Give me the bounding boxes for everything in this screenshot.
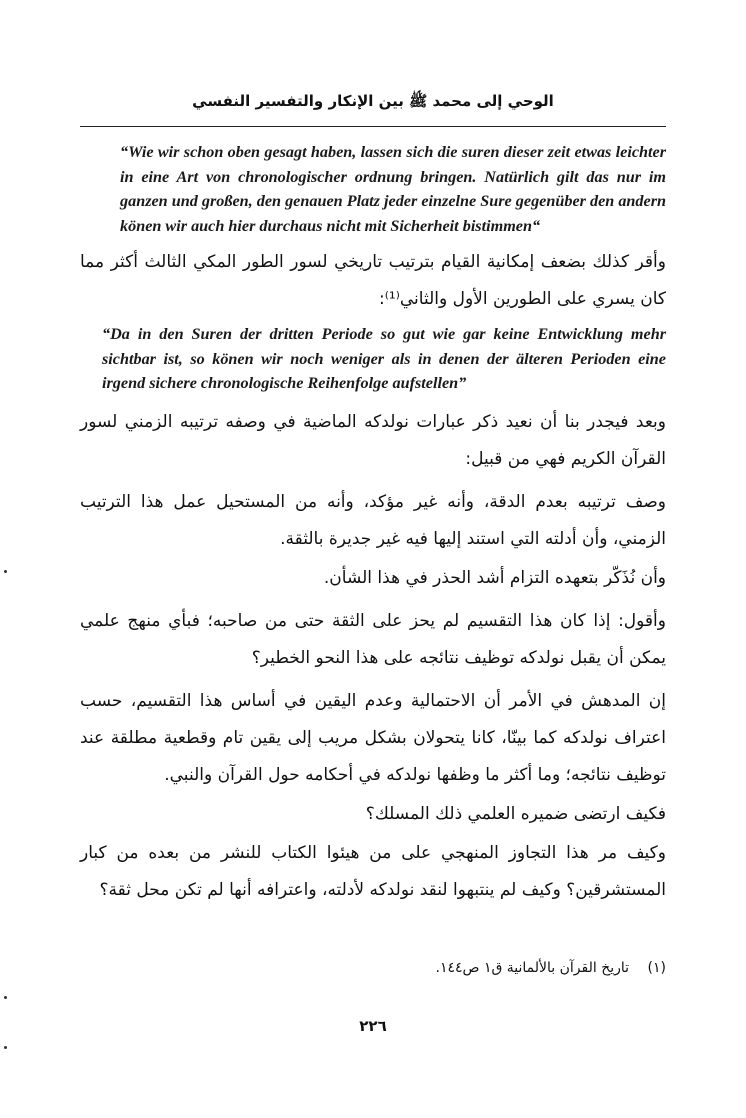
paragraph-2: وبعد فيجدر بنا أن نعيد ذكر عبارات نولدكه الماضية في وصفه ترتيبه الزمني لسور القرآن الكريم فهي من قبيل: [80, 411, 666, 469]
paragraph-1: وأقر كذلك بضعف إمكانية القيام بترتيب تاريخي لسور الطور المكي الثالث أكثر مما كان يسري على الطورين الأول والثاني⁽¹⁾: [80, 252, 666, 309]
paragraph-7: فكيف ارتضى ضميره العلمي ذلك المسلك؟ [365, 803, 666, 824]
margin-dot [4, 570, 7, 573]
paragraph-3: وصف ترتيبه بعدم الدقة، وأنه غير مؤكد، وأنه من المستحيل عمل هذا الترتيب الزمني، وأن أدلته التي استند إليها فيه غير جديرة بالثقة. [80, 491, 666, 549]
margin-dot [4, 1046, 7, 1049]
footnote [80, 960, 666, 976]
header-title: الوحي إلى محمد ﷺ بين الإنكار والتفسير النفسي [192, 92, 554, 110]
paragraph-8: وكيف مر هذا التجاوز المنهجي على من هيئوا الكتاب للنشر من بعده من كبار المستشرقين؟ وكيف لم ينتبهوا لنقد نولدكه لأدلته، واعترافه أنها لم تكن محل ثقة؟ [80, 842, 666, 900]
paragraph-6: إن المدهش في الأمر أن الاحتمالية وعدم اليقين في أساس هذا التقسيم، حسب اعتراف نولدكه كما بينّا، كانا يتحولان بشكل مريب إلى يقين تام وقطعية مطلقة عند توظيف نتائجه؛ وما أكثر ما وظفها نولدكه في أحكامه حول القرآن والنبي. [80, 690, 666, 785]
german-quote-2: “Da in den Suren der dritten Periode so gut wie gar keine Entwicklung mehr sichtbar ist, so könen wir noch weniger als in denen der älteren Perioden eine irgend sichere chronologische Reihenfolge aufstellen” [102, 325, 666, 392]
german-quote-1: “Wie wir schon oben gesagt haben, lassen sich die suren dieser zeit etwas leichter in eine Art von chronologischer ordnung bringen. Natürlich gilt das nur im ganzen und großen, den genauen Platz jeder einzelne Sure gegenüber den andern könen wir auch hier durchaus nicht mit Sicherheit bistimmen“ [120, 143, 666, 235]
paragraph-4: وأن نُذَكّر بتعهده التزام أشد الحذر في هذا الشأن. [323, 567, 666, 588]
running-header [80, 86, 666, 127]
margin-dot [4, 996, 7, 999]
footnote-text: تاريخ القرآن بالألمانية ق١ ص١٤٤. [435, 960, 630, 976]
footnote-number: (١) [647, 960, 666, 976]
page-body [80, 140, 666, 909]
page-number: ٢٢٦ [359, 1017, 387, 1035]
paragraph-5: وأقول: إذا كان هذا التقسيم لم يحز على الثقة حتى من صاحبه؛ فبأي منهج علمي يمكن أن يقبل نولدكه توظيف نتائجه على هذا النحو الخطير؟ [80, 610, 666, 668]
